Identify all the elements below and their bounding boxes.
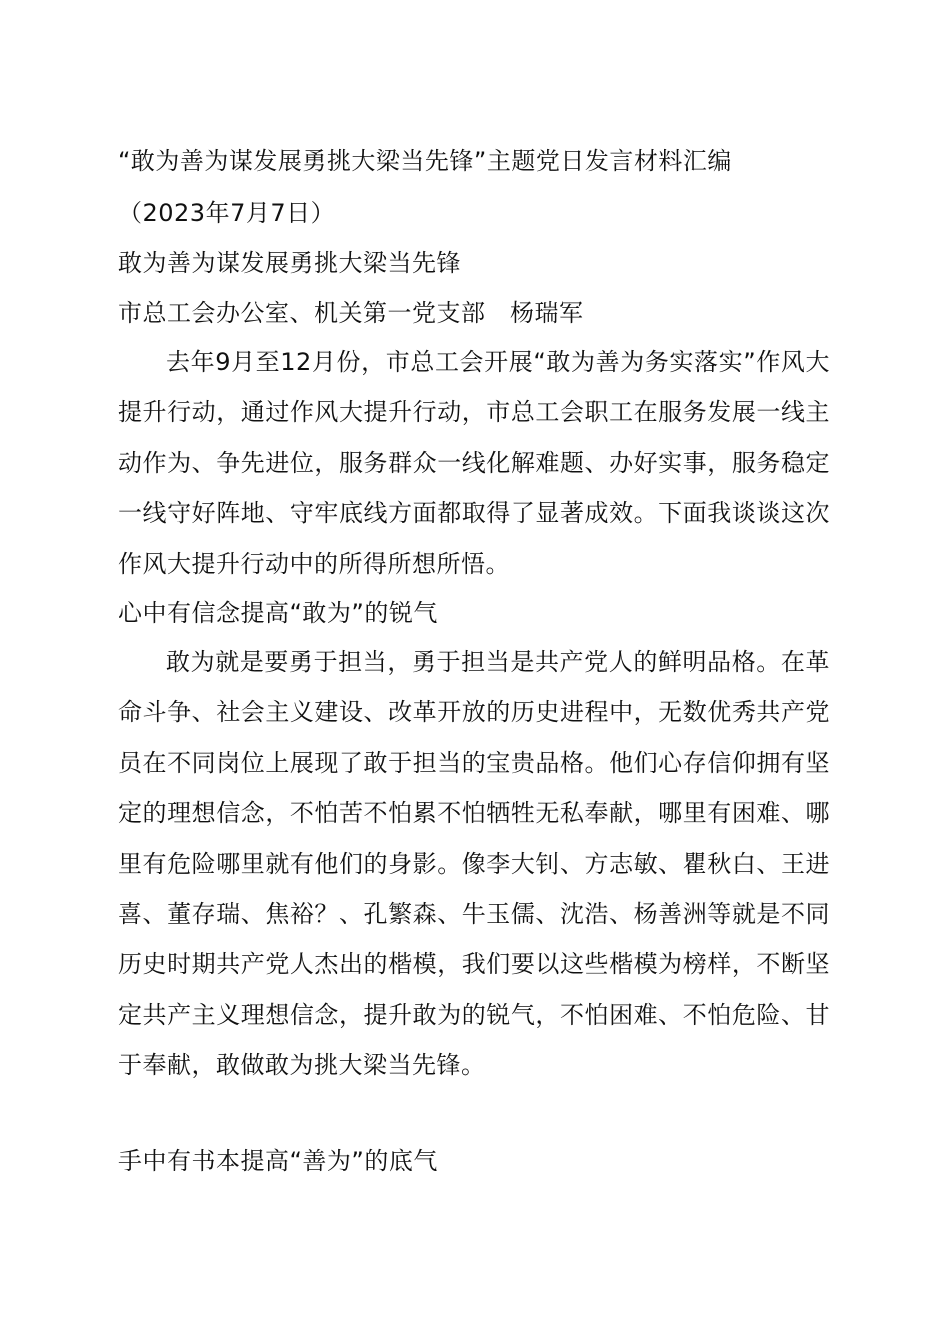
section-heading-1: 心中有信念提高“敢为”的锐气 [118,599,438,627]
author-line: 市总工会办公室、机关第一党支部 杨瑞军 [118,299,584,327]
document-date: （2023年7月7日） [118,199,336,227]
paragraph-intro: 去年9月至12月份，市总工会开展“敢为善为务实落实”作风大提升行动，通过作风大提升行动，市总工会职工在服务发展一线主动作为、争先进位，服务群众一线化解难题、办好实事，服务稳定一线守好阵地、守牢底线方面都取得了显著成效。下面我谈谈这次作风大提升行动中的所得所想所悟。 [118,348,830,578]
document-title: “敢为善为谋发展勇挑大梁当先锋”主题党日发言材料汇编 [118,147,732,175]
section-heading-2: 手中有书本提高“善为”的底气 [118,1147,438,1175]
paragraph-courage: 敢为就是要勇于担当，勇于担当是共产党人的鲜明品格。在革命斗争、社会主义建设、改革开放的历史进程中，无数优秀共产党员在不同岗位上展现了敢于担当的宝贵品格。他们心存信仰拥有坚定的理想信念，不怕苦不怕累不怕牺牲无私奉献，哪里有困难、哪里有危险哪里就有他们的身影。像李大钊、方志敏、瞿秋白、王进喜、董存瑞、焦裕？、孔繁森、牛玉儒、沈浩、杨善洲等就是不同历史时期共产党人杰出的楷模，我们要以这些楷模为榜样，不断坚定共产主义理想信念，提升敢为的锐气，不怕困难、不怕危险、甘于奉献，敢做敢为挑大梁当先锋。 [118,648,830,1080]
article-title: 敢为善为谋发展勇挑大梁当先锋 [118,249,461,277]
